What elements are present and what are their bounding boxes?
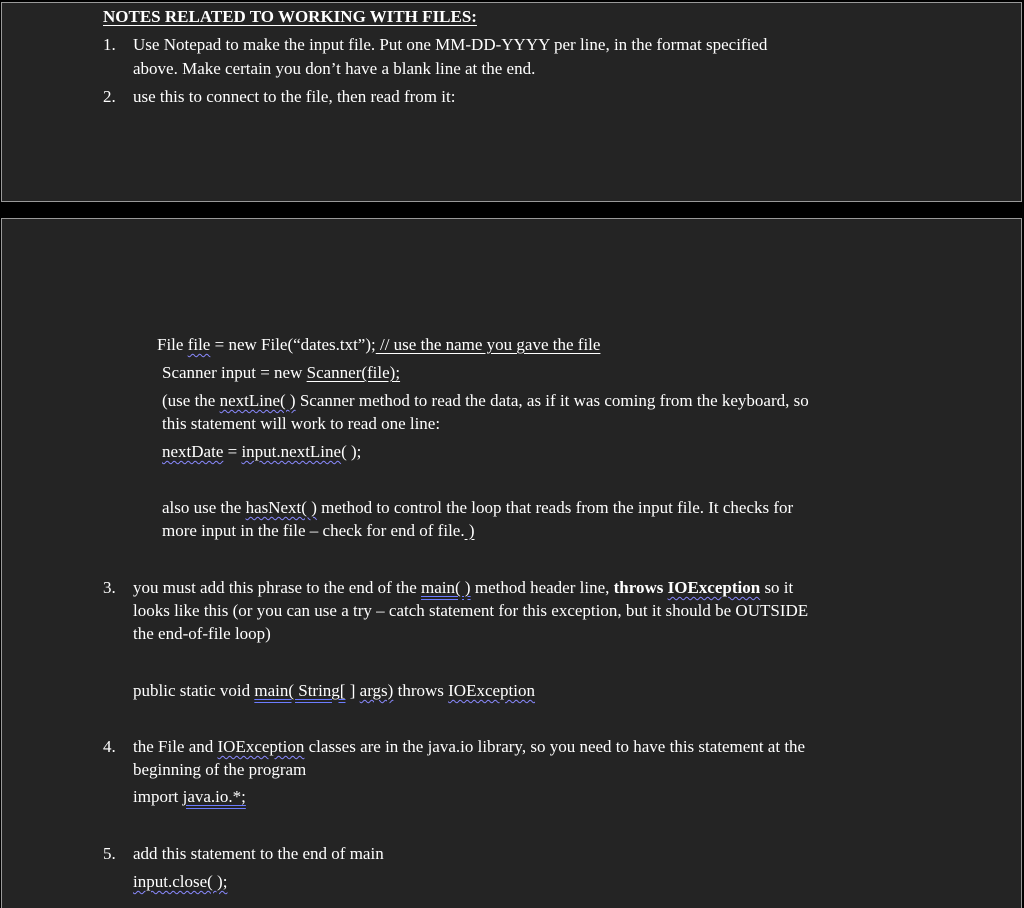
item-5-number: 5. [103,844,116,863]
item-3-line-1: you must add this phrase to the end of the main( ) method header line, throws IOException so it [133,578,794,597]
item-4-line-2: beginning of the program [133,760,307,779]
code-also-line-2: more input in the file – check for end of file. ) [162,521,475,540]
item-1-number: 1. [103,35,116,54]
item-4-line-3: import java.io.*; [133,787,246,806]
item-2-number: 2. [103,87,116,106]
item-3-line-3: the end-of-file loop) [133,624,271,643]
item-1-line-2: above. Make certain you don’t have a blank line at the end. [133,59,536,78]
item-2-line-1: use this to connect to the file, then read from it: [133,87,456,106]
item-4-line-1: the File and IOException classes are in the java.io library, so you need to have this statement at the [133,737,806,756]
code-also-line-1: also use the hasNext( ) method to control the loop that reads from the input file. It checks for [162,498,794,517]
item-4-number: 4. [103,737,116,756]
item-1-line-1: Use Notepad to make the input file. Put one MM-DD-YYYY per line, in the format specified [133,35,768,54]
item-3-code-line: public static void main( String[ ] args) throws IOException [133,681,535,700]
item-5-line-2: input.close( ); [133,872,228,891]
code-next-date-line: nextDate = input.nextLine( ); [162,442,362,461]
code-note-line-1: (use the nextLine( ) Scanner method to read the data, as if it was coming from the keyboard, so [162,391,809,410]
item-3-line-2: looks like this (or you can use a try – catch statement for this exception, but it should be OUTSIDE [133,601,809,620]
code-scanner-line: Scanner input = new Scanner(file); [162,363,401,382]
item-3-number: 3. [103,578,116,597]
code-note-line-2: this statement will work to read one line: [162,414,441,433]
item-5-line-1: add this statement to the end of main [133,844,384,863]
notes-heading: NOTES RELATED TO WORKING WITH FILES: [103,7,477,26]
code-file-line: File file = new File(“dates.txt”); // use the name you gave the file [157,335,601,354]
